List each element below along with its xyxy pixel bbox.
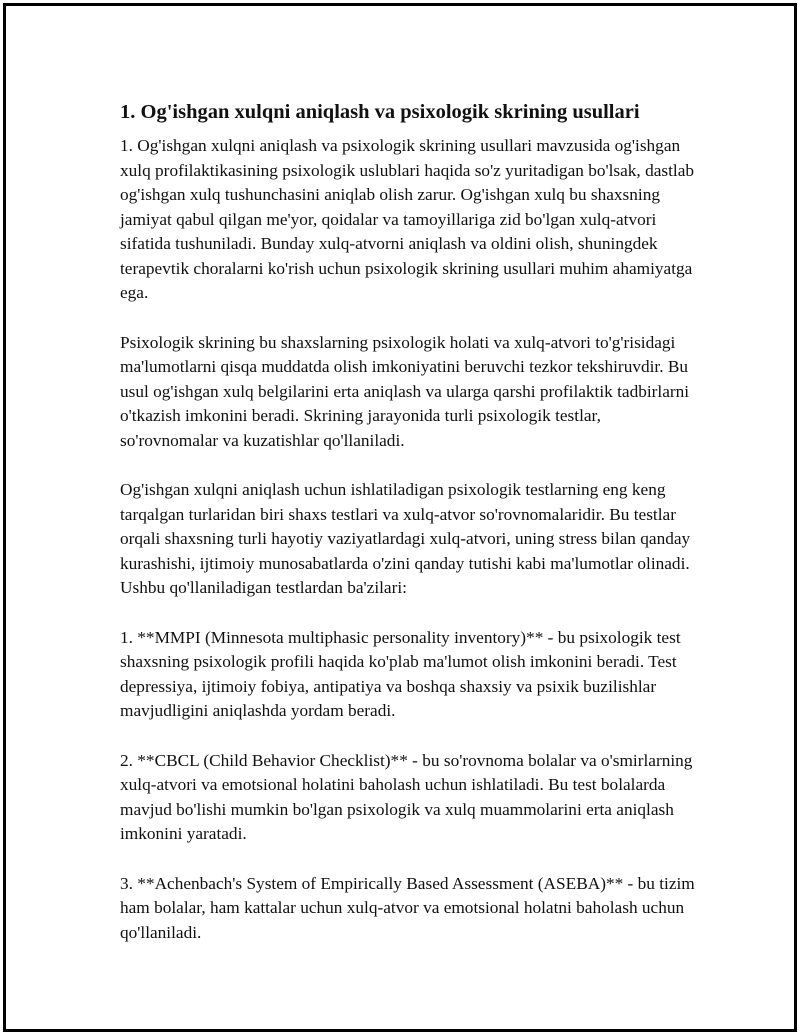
paragraph-screening: Psixologik skrining bu shaxslarning psixologik holati va xulq-atvori to'g'risidagi ma'lumotlarni qisqa muddatda olish imkoniyatini beruvchi tezkor tekshiruvdir. Bu usul og'ishgan xulq belgilarini erta aniqlash va ularga qarshi profilaktik tadbirlarni o'tkazish imkonini beradi. Skrining jarayonida turli psixologik testlar, so'rovnomalar va kuzatishlar qo'llaniladi. <box>120 332 690 450</box>
list-item-mmpi: 1. **MMPI (Minnesota multiphasic personality inventory)** - bu psixologik test shaxsning psixologik profili haqida ko'plab ma'lumot olish imkonini beradi. Test depressiya, ijtimoiy fobiya, antipatiya va boshqa shaxsiy va psixik buzilishlar mavjudligini aniqlashda yordam beradi. <box>120 627 681 720</box>
paragraph-intro: 1. Og'ishgan xulqni aniqlash va psixologik skrining usullari mavzusida og'ishgan xulq profilaktikasining psixologik uslublari haqida so'z yuritadigan bo'lsak, dastlab og'ishgan xulq tushunchasini aniqlab olish zarur. Og'ishgan xulq bu shaxsning jamiyat qabul qilgan me'yor, qoidalar va tamoyillariga zid bo'lgan xulq-atvori sifatida tushuniladi. Bunday xulq-atvorni aniqlash va oldini olish, shuningdek terapevtik choralarni ko'rish uchun psixologik skrining usullari muhim ahamiyatga ega. <box>120 136 695 302</box>
paragraph-tests: Og'ishgan xulqni aniqlash uchun ishlatiladigan psixologik testlarning eng keng tarqalgan turlaridan biri shaxs testlari va xulq-atvor so'rovnomalaridir. Bu testlar orqali shaxsning turli hayotiy vaziyatlardagi xulq-atvori, uning stress bilan qanday kurashishi, ijtimoiy munosabatlarda o'zini qanday tutishi kabi ma'lumotlar olinadi. Ushbu qo'llaniladigan testlardan ba'zilari: <box>120 480 691 597</box>
list-item-aseba: 3. **Achenbach's System of Empirically Based Assessment (ASEBA)** - bu tizim ham bolalar, ham kattalar uchun xulq-atvor va emotsional holatni baholash uchun qo'llaniladi. <box>120 873 695 942</box>
document-title: 1. Og'ishgan xulqni aniqlash va psixologik skrining usullari <box>120 101 640 123</box>
list-item-cbcl: 2. **CBCL (Child Behavior Checklist)** - bu so'rovnoma bolalar va o'smirlarning xulq-atvori va emotsional holatini baholash uchun ishlatiladi. Bu test bolalarda mavjud bo'lishi mumkin bo'lgan psixologik va xulq muammolarini erta aniqlash imkonini yaratadi. <box>120 750 693 843</box>
page-frame <box>3 3 797 1032</box>
document-body <box>120 98 700 970</box>
